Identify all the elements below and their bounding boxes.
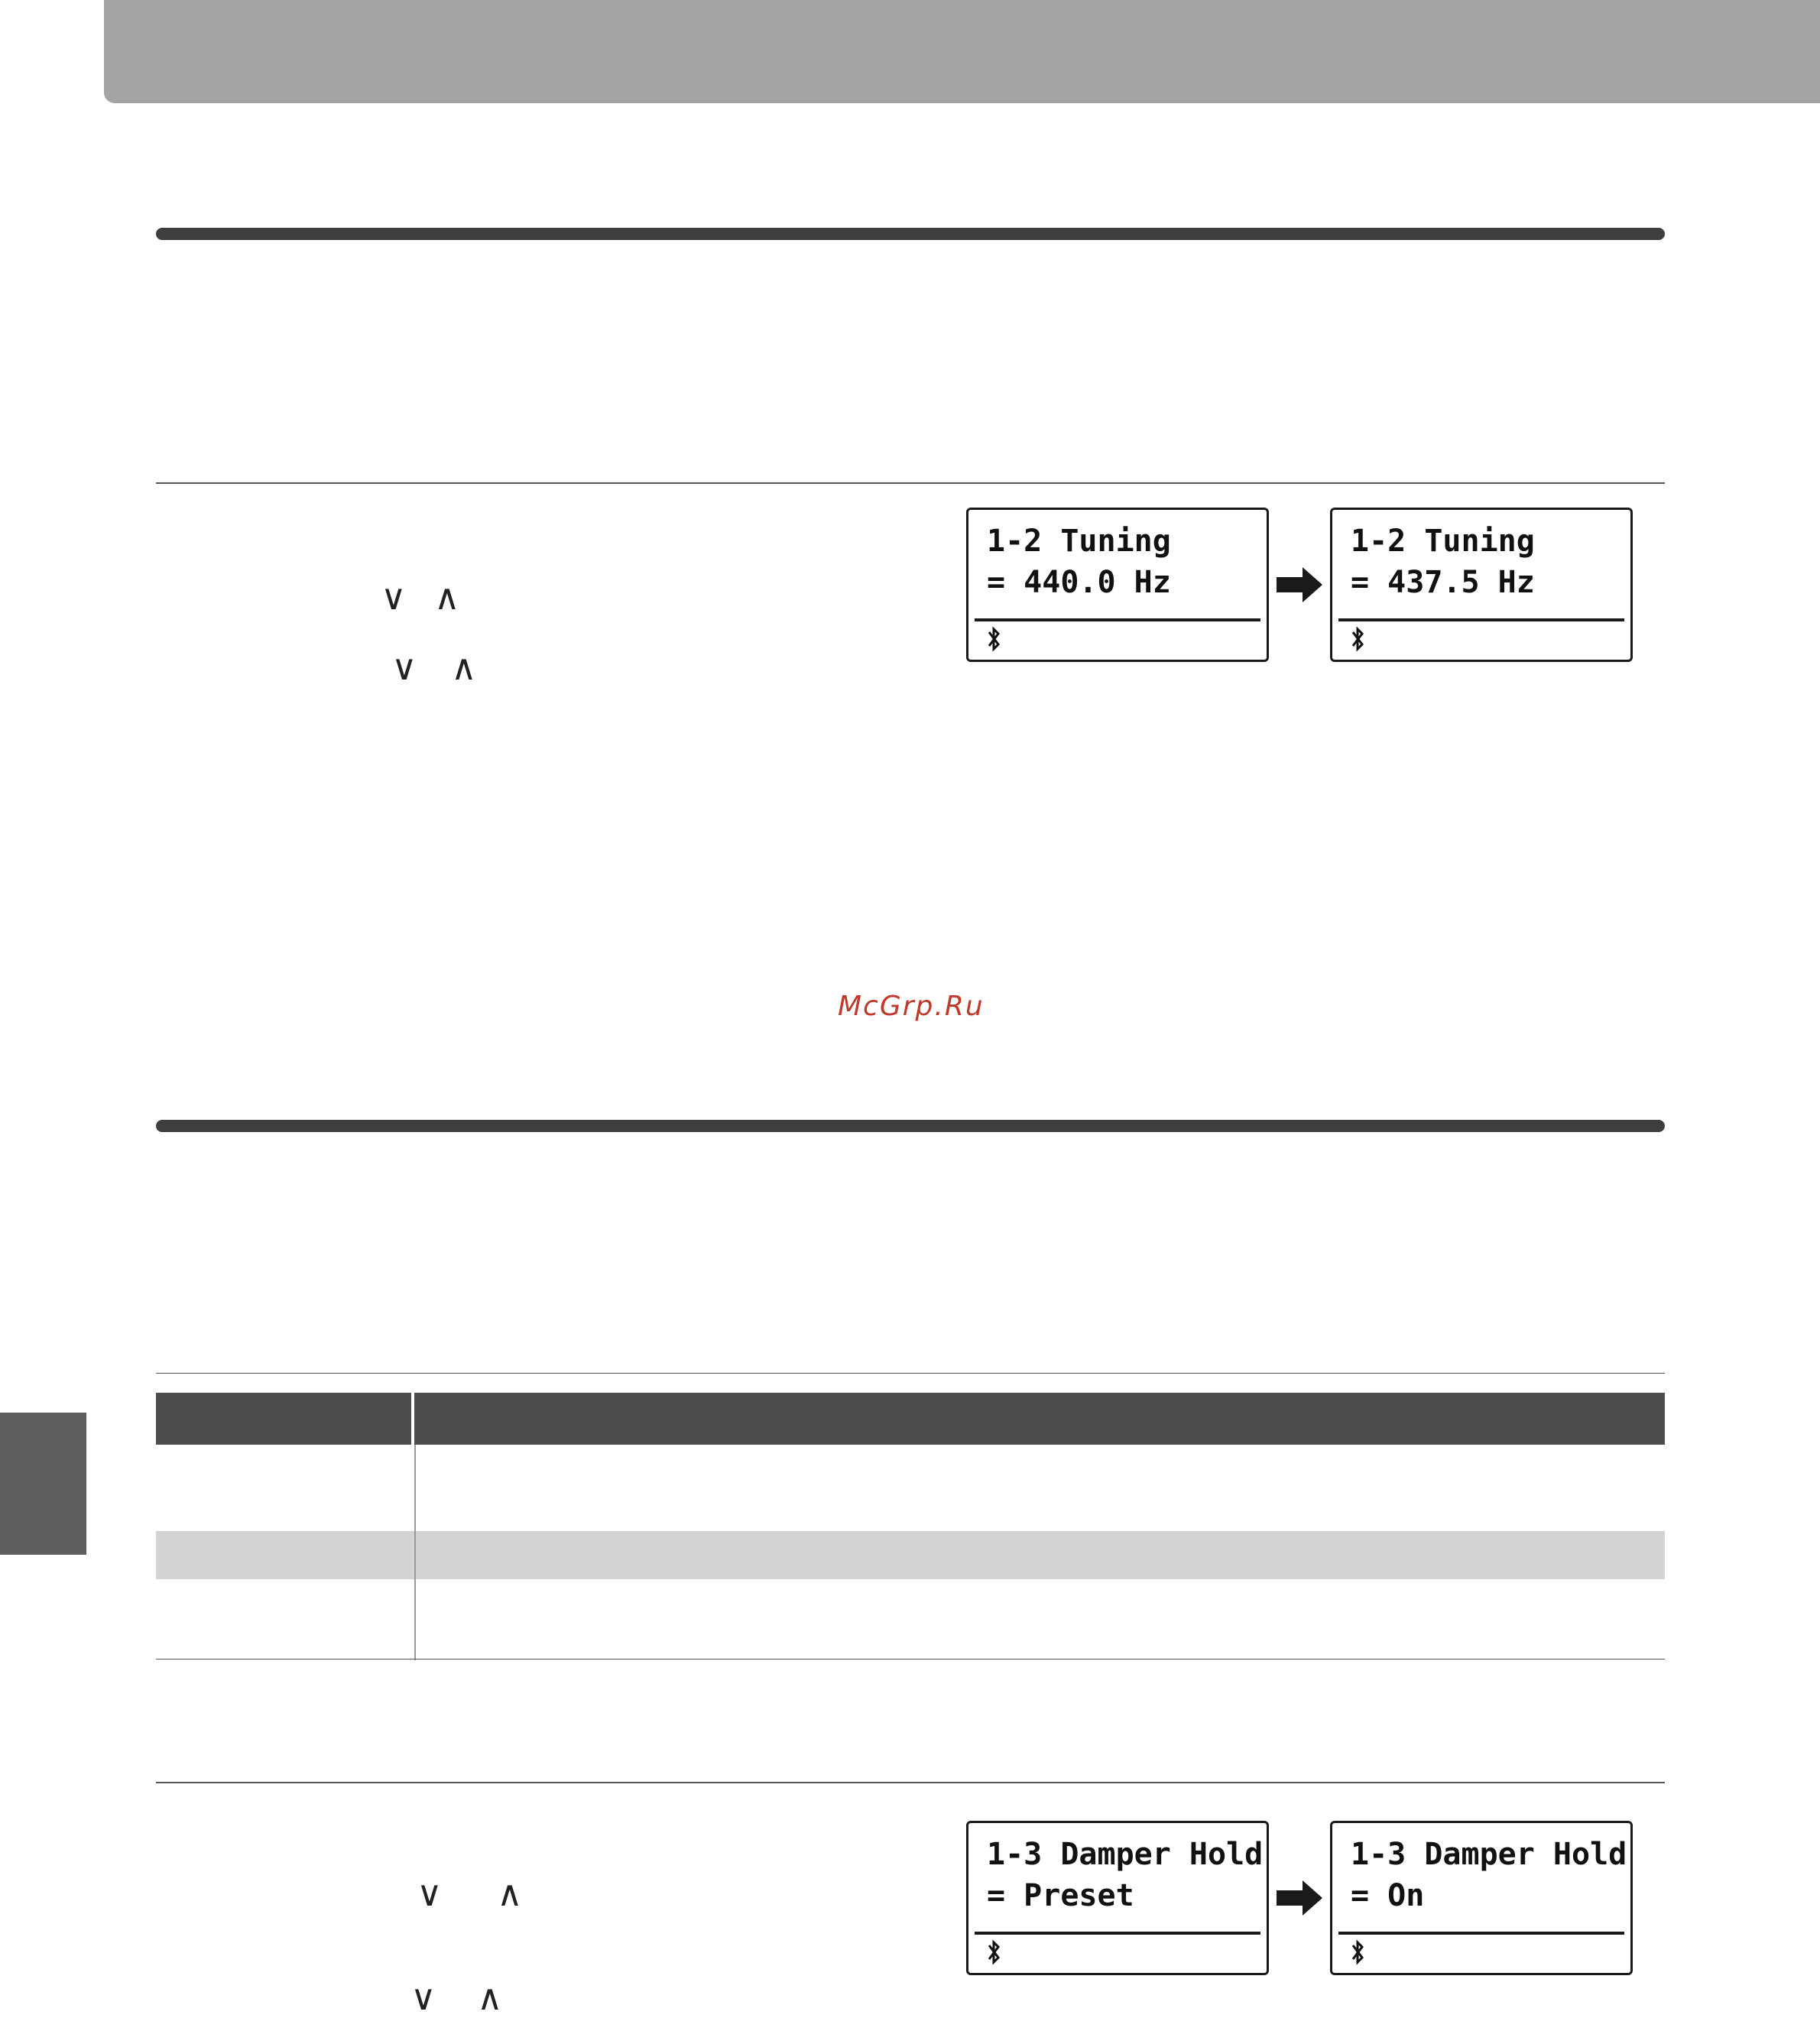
bluetooth-icon <box>987 1938 1002 1967</box>
table-row-shaded <box>156 1531 1665 1579</box>
lcd-line-2: = 440.0 Hz <box>987 565 1171 600</box>
section-rule-tuning <box>156 228 1665 240</box>
watermark-text: McGrp.Ru <box>838 991 985 1022</box>
down-chevron-icon: ∨ <box>410 1977 436 2018</box>
bluetooth-icon <box>1351 1938 1366 1967</box>
lcd-line-2: = On <box>1351 1878 1425 1913</box>
table-header-cell-setting <box>156 1393 411 1445</box>
lcd-damper-before <box>966 1821 1269 1975</box>
right-arrow-icon <box>1277 1880 1322 1916</box>
lcd-line-2: = Preset <box>987 1878 1134 1913</box>
table-header-cell-description <box>414 1393 1665 1445</box>
up-chevron-icon: ∧ <box>497 1873 523 1914</box>
down-chevron-icon: ∨ <box>391 647 417 688</box>
lcd-damper-after <box>1330 1821 1633 1975</box>
lcd-divider <box>1338 1932 1624 1935</box>
section-rule-damper-hold <box>156 1120 1665 1132</box>
lcd-line-1: 1-3 Damper Hold <box>1351 1837 1627 1872</box>
up-chevron-icon: ∧ <box>451 647 477 688</box>
lcd-divider <box>1338 618 1624 621</box>
subsection-rule-damper-hold <box>156 1782 1665 1783</box>
table-column-divider <box>414 1445 416 1660</box>
lcd-divider <box>975 618 1260 621</box>
lcd-tuning-after <box>1330 508 1633 662</box>
top-banner <box>104 0 1820 103</box>
bluetooth-icon <box>987 625 1002 654</box>
lcd-divider <box>975 1932 1260 1935</box>
down-chevron-icon: ∨ <box>417 1873 443 1914</box>
lcd-line-1: 1-3 Damper Hold <box>987 1837 1264 1872</box>
table-top-rule <box>156 1373 1665 1374</box>
bluetooth-icon <box>1351 625 1366 654</box>
up-chevron-icon: ∧ <box>477 1977 503 2018</box>
side-chapter-tab <box>0 1413 86 1555</box>
right-arrow-icon <box>1277 567 1322 602</box>
down-chevron-icon: ∨ <box>381 576 407 618</box>
lcd-line-2: = 437.5 Hz <box>1351 565 1535 600</box>
subsection-rule-tuning <box>156 482 1665 484</box>
lcd-tuning-before <box>966 508 1269 662</box>
up-chevron-icon: ∧ <box>434 576 460 618</box>
lcd-line-1: 1-2 Tuning <box>987 524 1171 559</box>
lcd-line-1: 1-2 Tuning <box>1351 524 1535 559</box>
